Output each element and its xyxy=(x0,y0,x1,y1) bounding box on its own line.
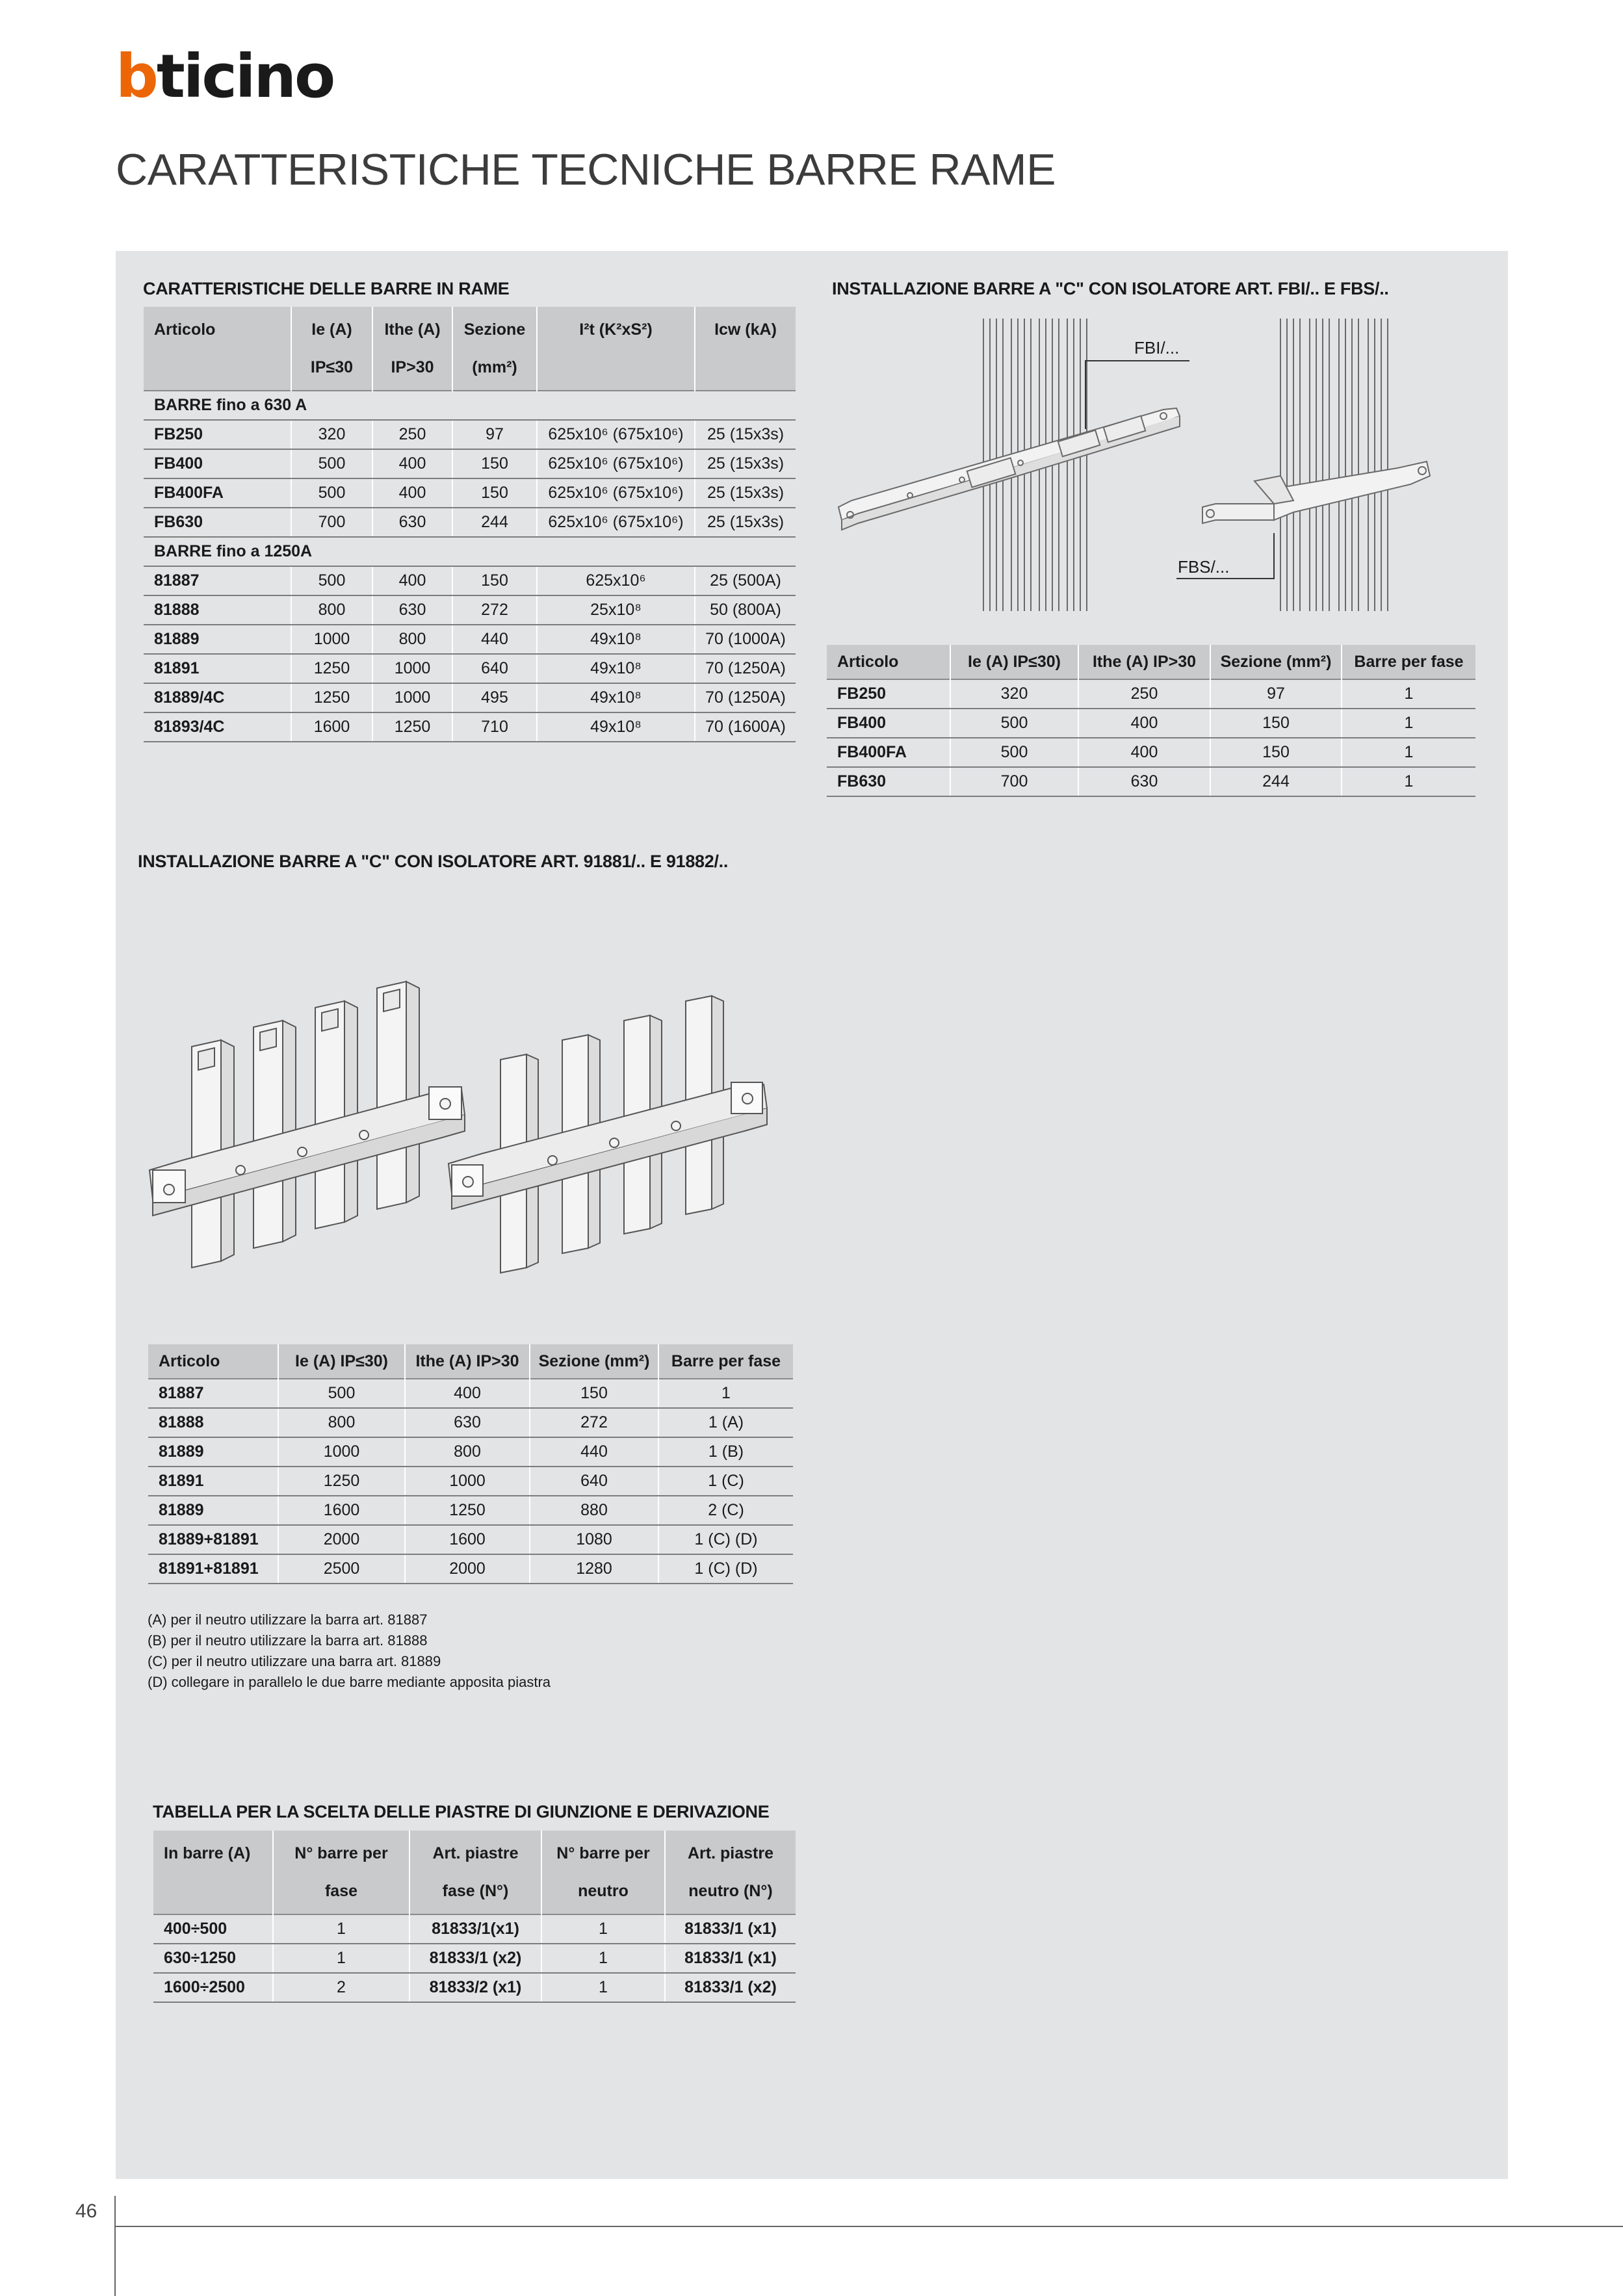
cell-value: 2000 xyxy=(405,1554,530,1584)
cell-value: 710 xyxy=(452,712,537,742)
table-row xyxy=(148,1525,793,1554)
cell-value: 1080 xyxy=(530,1525,658,1554)
cell-value: 81833/1 (x2) xyxy=(665,1973,796,2002)
col-header: Articolo xyxy=(144,307,291,391)
table-row xyxy=(153,1914,796,1944)
cell-article: 81888 xyxy=(144,595,291,625)
copper-bar-table xyxy=(144,307,796,742)
cell-value: 150 xyxy=(452,566,537,595)
cell-article: 81889/4C xyxy=(144,683,291,712)
cell-value: 272 xyxy=(452,595,537,625)
cell-value: 250 xyxy=(1078,679,1210,709)
col-header: Articolo xyxy=(827,645,950,679)
cell-article: FB250 xyxy=(144,420,291,449)
cell-value: 625x10⁶ xyxy=(537,566,695,595)
plates-title: TABELLA PER LA SCELTA DELLE PIASTRE DI GIUNZIONE E DERIVAZIONE xyxy=(153,1802,770,1821)
cell-value: 2 (C) xyxy=(658,1496,793,1525)
table-header-row xyxy=(144,307,796,391)
table-row xyxy=(148,1496,793,1525)
cell-value: 1000 xyxy=(405,1467,530,1496)
cell-value: 320 xyxy=(291,420,372,449)
cell-value: 1 xyxy=(1342,709,1475,738)
cell-value: 81833/1 (x1) xyxy=(665,1914,796,1944)
cell-article: FB400 xyxy=(827,709,950,738)
table-row xyxy=(144,683,796,712)
cell-value: 25 (15x3s) xyxy=(695,420,796,449)
cell-value: 1 (C) (D) xyxy=(658,1554,793,1584)
cell-value: 500 xyxy=(278,1379,405,1408)
cell-value: 500 xyxy=(950,738,1078,767)
table-row xyxy=(153,1973,796,2002)
footnote: (A) per il neutro utilizzare la barra art. 81887 xyxy=(148,1611,428,1628)
cell-value: 1250 xyxy=(291,683,372,712)
table-header-row xyxy=(148,1344,793,1379)
cell-value: 630 xyxy=(372,595,452,625)
cell-article: FB630 xyxy=(144,508,291,537)
cell-value: 272 xyxy=(530,1408,658,1437)
cell-value: 1 xyxy=(1342,679,1475,709)
footer-vertical-rule xyxy=(114,2196,116,2296)
cell-article: 81893/4C xyxy=(144,712,291,742)
cell-value: 800 xyxy=(372,625,452,654)
table-row xyxy=(148,1554,793,1584)
cell-value: 440 xyxy=(452,625,537,654)
col-header: I²t (K²xS²) xyxy=(537,307,695,391)
cell-value: 880 xyxy=(530,1496,658,1525)
cell-value: 70 (1250A) xyxy=(695,683,796,712)
cell-article: 81889 xyxy=(144,625,291,654)
cell-value: 1 xyxy=(1342,738,1475,767)
cell-value: 400 xyxy=(1078,709,1210,738)
cell-value: 25 (500A) xyxy=(695,566,796,595)
cell-value: 49x10⁸ xyxy=(537,625,695,654)
col-header: Barre per fase xyxy=(1342,645,1475,679)
fbi-table xyxy=(827,645,1475,797)
cell-value: 1600 xyxy=(291,712,372,742)
cell-value: 1 (B) xyxy=(658,1437,793,1467)
cell-value: 81833/1 (x1) xyxy=(665,1944,796,1973)
group-label: BARRE fino a 1250A xyxy=(144,537,796,566)
page-number: 46 xyxy=(75,2200,97,2222)
install-fbi-title: INSTALLAZIONE BARRE A "C" CON ISOLATORE ART. FBI/.. E FBS/.. xyxy=(832,279,1389,298)
cell-value: 400 xyxy=(372,478,452,508)
group-label: BARRE fino a 630 A xyxy=(144,391,796,420)
cell-value: 500 xyxy=(291,478,372,508)
table-row xyxy=(144,449,796,478)
cell-value: 150 xyxy=(452,449,537,478)
cell-article: 81889 xyxy=(148,1496,278,1525)
cell-value: 2 xyxy=(273,1973,409,2002)
cell-value: 630 xyxy=(372,508,452,537)
install-9188-title: INSTALLAZIONE BARRE A "C" CON ISOLATORE ART. 91881/.. E 91882/.. xyxy=(138,852,729,871)
col-header: Sezione (mm²) xyxy=(452,307,537,391)
table-header-row xyxy=(153,1831,796,1914)
cell-value: 640 xyxy=(452,654,537,683)
col-header: Ithe (A) IP>30 xyxy=(1078,645,1210,679)
cell-value: 800 xyxy=(405,1437,530,1467)
cell-value: 25 (15x3s) xyxy=(695,449,796,478)
cell-value: 1 xyxy=(541,1944,665,1973)
cell-value: 150 xyxy=(452,478,537,508)
table1-title: CARATTERISTICHE DELLE BARRE IN RAME xyxy=(143,279,510,298)
cell-value: 244 xyxy=(1210,767,1342,796)
cell-value: 1 xyxy=(273,1944,409,1973)
cell-value: 625x10⁶ (675x10⁶) xyxy=(537,420,695,449)
group-row xyxy=(144,391,796,420)
footnote: (D) collegare in parallelo le due barre mediante apposita piastra xyxy=(148,1674,551,1690)
cell-value: 495 xyxy=(452,683,537,712)
cell-value: 70 (1250A) xyxy=(695,654,796,683)
cell-value: 700 xyxy=(950,767,1078,796)
col-header: Art. piastre neutro (N°) xyxy=(665,1831,796,1914)
col-header: In barre (A) xyxy=(153,1831,273,1914)
cell-value: 400 xyxy=(372,449,452,478)
table-row xyxy=(144,566,796,595)
cell-value: 49x10⁸ xyxy=(537,654,695,683)
footnote: (C) per il neutro utilizzare una barra art. 81889 xyxy=(148,1653,441,1669)
cell-value: 1280 xyxy=(530,1554,658,1584)
table-row xyxy=(148,1437,793,1467)
cell-value: 800 xyxy=(278,1408,405,1437)
col-header: Ie (A) IP≤30) xyxy=(950,645,1078,679)
table-row xyxy=(144,625,796,654)
cell-value: 1 xyxy=(658,1379,793,1408)
cell-article: 1600÷2500 xyxy=(153,1973,273,2002)
col-header: Ithe (A) IP>30 xyxy=(405,1344,530,1379)
cell-value: 1 (C) xyxy=(658,1467,793,1496)
table-row xyxy=(144,654,796,683)
footnotes xyxy=(148,1610,551,1693)
table-row xyxy=(148,1467,793,1496)
cell-value: 250 xyxy=(372,420,452,449)
callout-fbs: FBS/... xyxy=(1178,557,1230,577)
cell-value: 400 xyxy=(372,566,452,595)
cell-value: 1000 xyxy=(291,625,372,654)
table-row xyxy=(148,1379,793,1408)
col-header: N° barre per neutro xyxy=(541,1831,665,1914)
bticino-logo: bticino xyxy=(116,42,334,111)
cell-value: 25x10⁸ xyxy=(537,595,695,625)
cell-value: 97 xyxy=(1210,679,1342,709)
footnote: (B) per il neutro utilizzare la barra art. 81888 xyxy=(148,1632,428,1649)
cell-article: FB400 xyxy=(144,449,291,478)
cell-article: 81889+81891 xyxy=(148,1525,278,1554)
table-row xyxy=(148,1408,793,1437)
group-row xyxy=(144,537,796,566)
cell-value: 97 xyxy=(452,420,537,449)
cell-value: 500 xyxy=(291,449,372,478)
cell-value: 1 xyxy=(1342,767,1475,796)
cell-value: 440 xyxy=(530,1437,658,1467)
cell-article: 630÷1250 xyxy=(153,1944,273,1973)
cell-value: 150 xyxy=(530,1379,658,1408)
col-header: Barre per fase xyxy=(658,1344,793,1379)
cell-value: 625x10⁶ (675x10⁶) xyxy=(537,478,695,508)
cell-article: FB250 xyxy=(827,679,950,709)
cell-article: 81891 xyxy=(148,1467,278,1496)
cell-value: 800 xyxy=(291,595,372,625)
cell-value: 244 xyxy=(452,508,537,537)
cell-value: 50 (800A) xyxy=(695,595,796,625)
cell-value: 2500 xyxy=(278,1554,405,1584)
cell-value: 1 (A) xyxy=(658,1408,793,1437)
table-row xyxy=(827,679,1475,709)
callout-fbi: FBI/... xyxy=(1134,338,1180,358)
col-header: Sezione (mm²) xyxy=(1210,645,1342,679)
table-row xyxy=(827,709,1475,738)
cell-value: 400 xyxy=(405,1379,530,1408)
cell-value: 700 xyxy=(291,508,372,537)
cell-value: 1 xyxy=(273,1914,409,1944)
cell-article: 400÷500 xyxy=(153,1914,273,1944)
cell-value: 25 (15x3s) xyxy=(695,478,796,508)
cell-value: 1 (C) (D) xyxy=(658,1525,793,1554)
table-row xyxy=(827,767,1475,796)
cell-value: 1600 xyxy=(278,1496,405,1525)
cell-value: 625x10⁶ (675x10⁶) xyxy=(537,508,695,537)
cell-value: 1600 xyxy=(405,1525,530,1554)
cell-article: 81887 xyxy=(148,1379,278,1408)
cell-value: 500 xyxy=(291,566,372,595)
cell-article: 81891+81891 xyxy=(148,1554,278,1584)
cell-value: 500 xyxy=(950,709,1078,738)
insulator-9188-table xyxy=(148,1344,793,1584)
col-header: Sezione (mm²) xyxy=(530,1344,658,1379)
cell-article: 81891 xyxy=(144,654,291,683)
cell-value: 1 xyxy=(541,1973,665,2002)
cell-value: 1250 xyxy=(291,654,372,683)
table-row xyxy=(144,420,796,449)
cell-value: 320 xyxy=(950,679,1078,709)
col-header: Art. piastre fase (N°) xyxy=(409,1831,541,1914)
footer-horizontal-rule xyxy=(114,2226,1623,2227)
col-header: Ie (A) IP≤30 xyxy=(291,307,372,391)
cell-value: 400 xyxy=(1078,738,1210,767)
cell-value: 81833/1(x1) xyxy=(409,1914,541,1944)
cell-value: 1000 xyxy=(372,654,452,683)
cell-article: FB630 xyxy=(827,767,950,796)
cell-value: 25 (15x3s) xyxy=(695,508,796,537)
cell-value: 1250 xyxy=(405,1496,530,1525)
c-bar-insulator-illustration xyxy=(143,975,793,1281)
table-row xyxy=(144,595,796,625)
cell-value: 630 xyxy=(405,1408,530,1437)
col-header: Ie (A) IP≤30) xyxy=(278,1344,405,1379)
cell-value: 630 xyxy=(1078,767,1210,796)
cell-value: 81833/2 (x1) xyxy=(409,1973,541,2002)
cell-value: 1250 xyxy=(278,1467,405,1496)
cell-article: 81888 xyxy=(148,1408,278,1437)
table-header-row xyxy=(827,645,1475,679)
table-row xyxy=(144,478,796,508)
cell-article: FB400FA xyxy=(144,478,291,508)
table-row xyxy=(144,508,796,537)
table-row xyxy=(153,1944,796,1973)
cell-article: FB400FA xyxy=(827,738,950,767)
cell-value: 49x10⁸ xyxy=(537,683,695,712)
cell-value: 1250 xyxy=(372,712,452,742)
cell-value: 625x10⁶ (675x10⁶) xyxy=(537,449,695,478)
plates-table xyxy=(153,1831,796,2003)
col-header: Icw (kA) xyxy=(695,307,796,391)
col-header: N° barre per fase xyxy=(273,1831,409,1914)
cell-value: 49x10⁸ xyxy=(537,712,695,742)
cell-value: 70 (1000A) xyxy=(695,625,796,654)
table-row xyxy=(144,712,796,742)
table-row xyxy=(827,738,1475,767)
cell-article: 81887 xyxy=(144,566,291,595)
cell-value: 81833/1 (x2) xyxy=(409,1944,541,1973)
cell-value: 150 xyxy=(1210,738,1342,767)
cell-value: 70 (1600A) xyxy=(695,712,796,742)
cell-value: 150 xyxy=(1210,709,1342,738)
cell-value: 1 xyxy=(541,1914,665,1944)
page-title: CARATTERISTICHE TECNICHE BARRE RAME xyxy=(116,145,1056,194)
cell-article: 81889 xyxy=(148,1437,278,1467)
cell-value: 2000 xyxy=(278,1525,405,1554)
vertical-bars-right xyxy=(1280,319,1388,611)
cell-value: 1000 xyxy=(372,683,452,712)
col-header: Articolo xyxy=(148,1344,278,1379)
cell-value: 1000 xyxy=(278,1437,405,1467)
cell-value: 640 xyxy=(530,1467,658,1496)
col-header: Ithe (A) IP>30 xyxy=(372,307,452,391)
